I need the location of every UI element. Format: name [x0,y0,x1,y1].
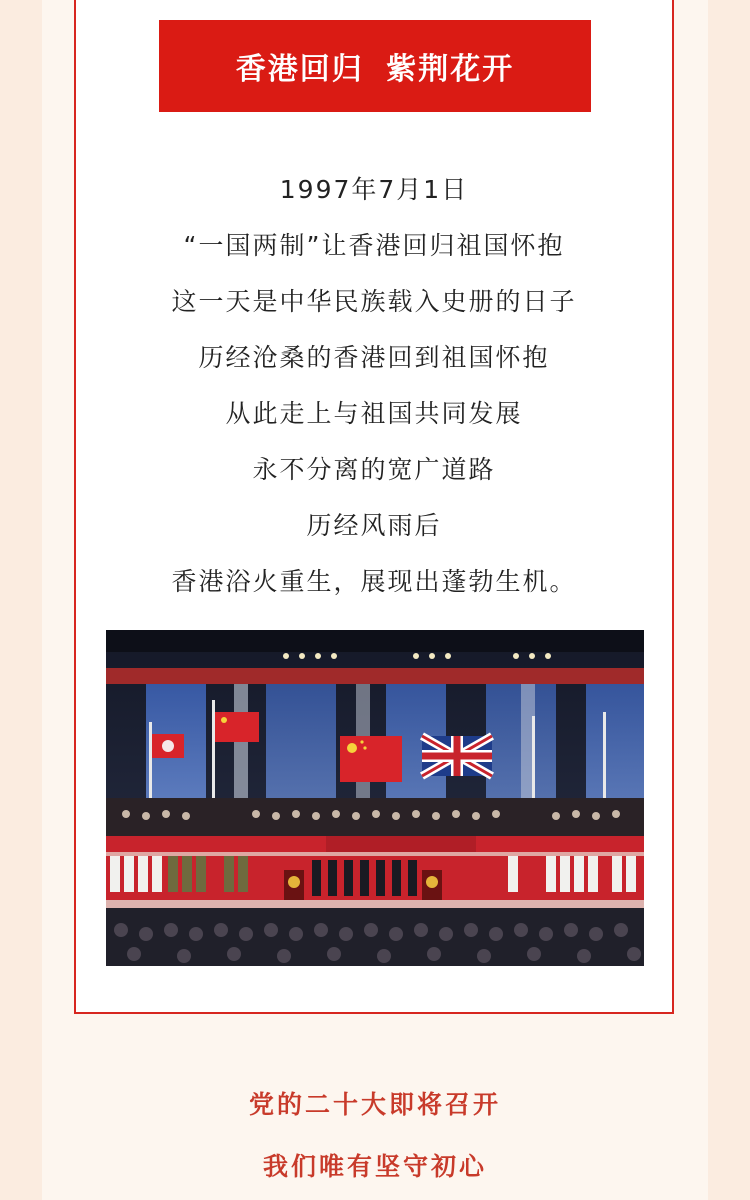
body-line: 1997年7月1日 [279,175,469,204]
body-text [74,162,674,610]
body-line: “一国两制”让香港回归祖国怀抱 [183,231,565,260]
body-line: 历经沧桑的香港回到祖国怀抱 [198,343,550,372]
left-margin-strip [0,0,42,1200]
body-line: 从此走上与祖国共同发展 [225,399,523,428]
body-line: 香港浴火重生，展现出蓬勃生机。 [171,567,577,596]
body-line: 这一天是中华民族载入史册的日子 [171,287,577,316]
body-line: 永不分离的宽广道路 [252,455,496,484]
right-margin-strip [708,0,750,1200]
closing-text [0,1074,750,1198]
closing-line: 党的二十大即将召开 [248,1090,501,1119]
title-banner [159,20,591,112]
handover-ceremony-photo [106,630,644,966]
closing-line: 我们唯有坚守初心 [262,1152,487,1181]
body-line: 历经风雨后 [306,511,442,540]
banner-title: 香港回归 紫荆花开 [235,52,515,87]
